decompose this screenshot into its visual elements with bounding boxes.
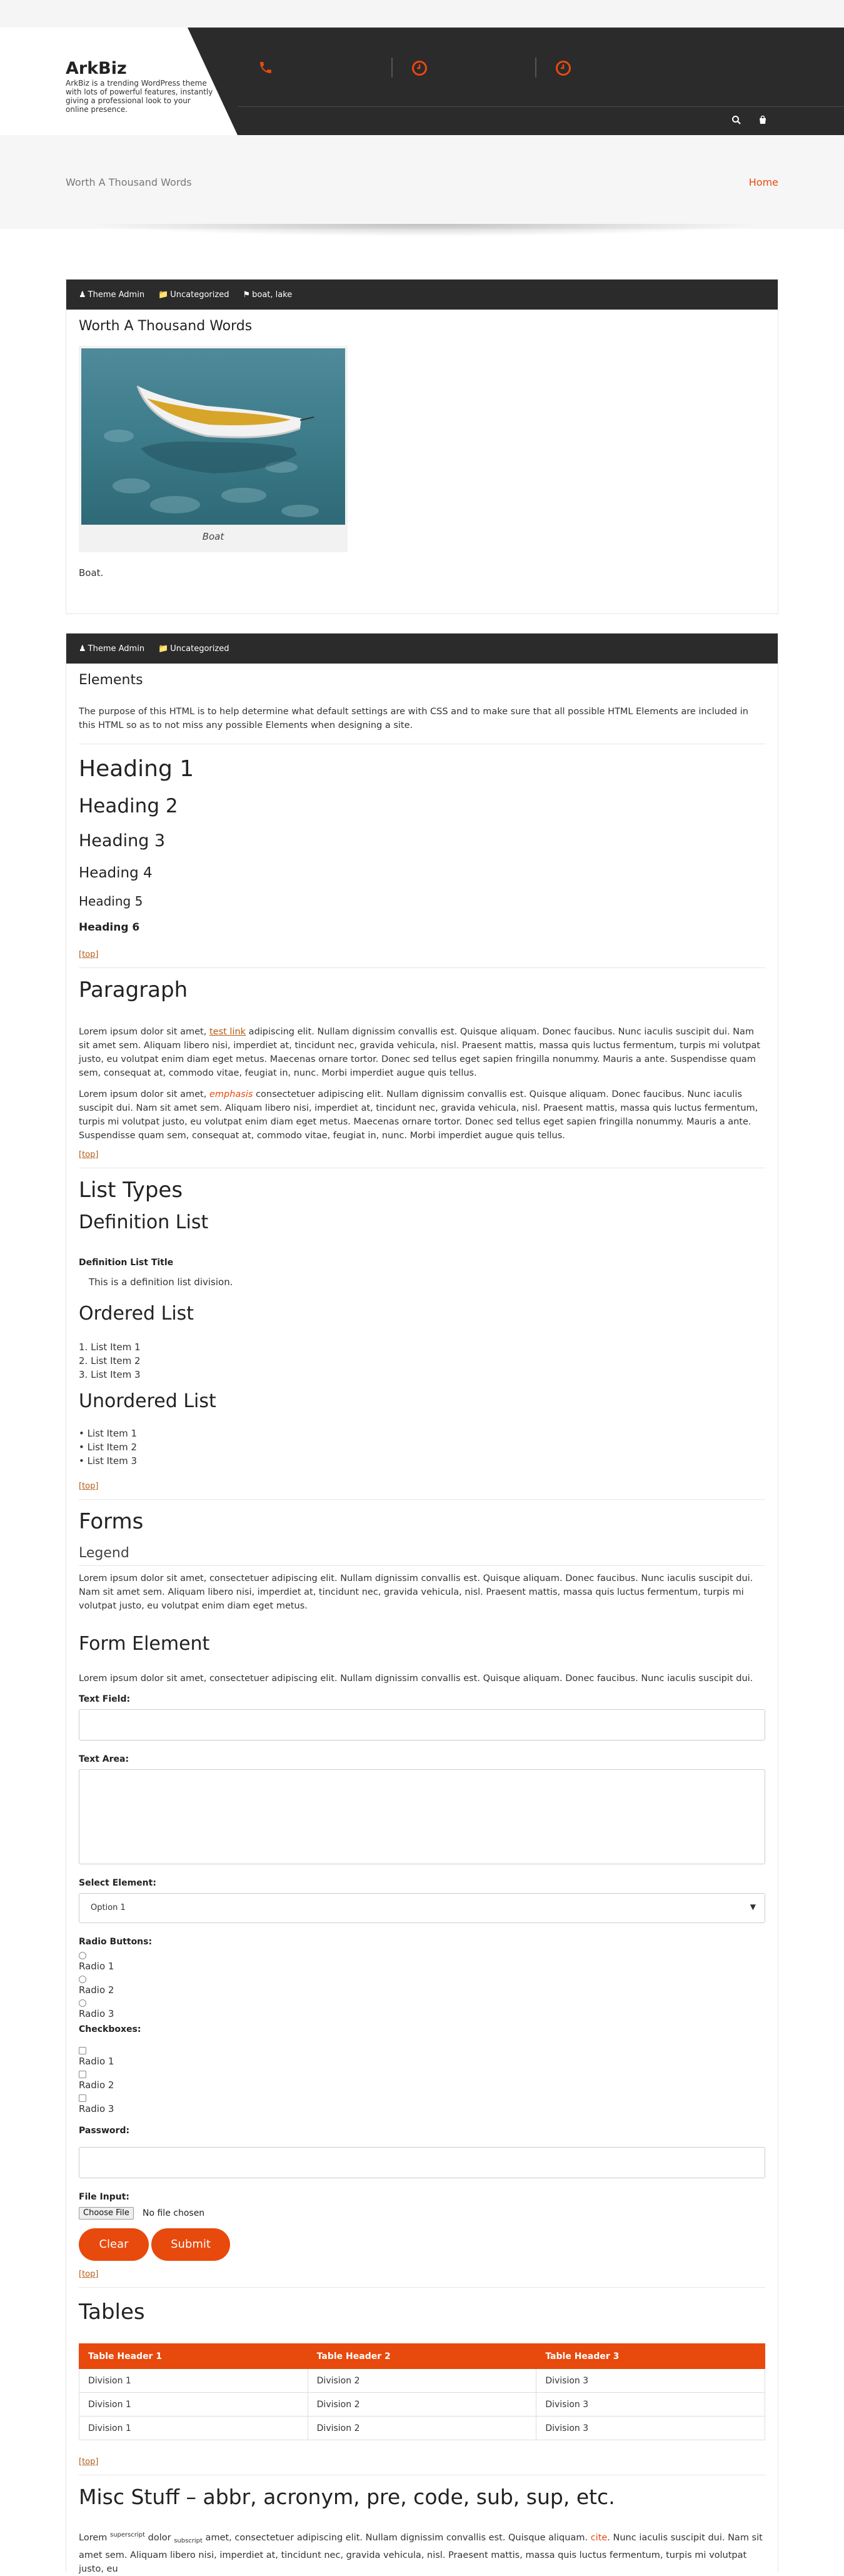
unordered-list-heading: Unordered List [79,1390,216,1412]
tag-icon: ⚑ [243,290,251,300]
chevron-down-icon: ▼ [750,1902,756,1911]
divider [79,2287,765,2288]
folder-icon: 📁 [158,644,169,654]
boat-image[interactable] [81,348,345,525]
meta-author[interactable]: ♟ Theme Admin [79,290,145,300]
heading-2: Heading 2 [79,795,178,817]
forms-heading: Forms [79,1509,144,1534]
checkbox-1[interactable] [79,2047,86,2054]
table-cell: Division 1 [79,2417,308,2440]
intro-paragraph: The purpose of this HTML is to help determine what default settings are with CSS and to make sure that all possible HTML Elements are included in this HTML so as to not miss any possible Elements when designing a site. [79,707,748,730]
ordered-list [79,1340,141,1381]
clock-icon [555,60,571,76]
checkbox-1-label: Radio 1 [79,2056,114,2067]
clock-icon [411,60,428,76]
table-cell: Division 2 [308,2393,536,2417]
test-link[interactable]: test link [209,1027,246,1037]
table-header: Table Header 2 [308,2344,536,2369]
radio-3[interactable] [79,1999,86,2007]
paragraph-heading: Paragraph [79,977,188,1003]
list-item: 3. List Item 3 [79,1369,141,1380]
list-item: 2. List Item 2 [79,1355,141,1366]
text-area-label: Text Area: [79,1754,129,1764]
radio-1[interactable] [79,1952,86,1959]
image-figure [79,346,348,552]
list-item: 1. List Item 1 [79,1341,141,1353]
phone-icon [258,60,274,76]
unordered-list [79,1427,137,1468]
legend: Legend [79,1545,129,1561]
user-icon: ♟ [79,290,86,300]
password-label: Password: [79,2126,130,2136]
data-table [79,2343,765,2440]
file-input-label: File Input: [79,2192,129,2202]
checkbox-3-label: Radio 3 [79,2103,114,2114]
top-link[interactable]: [top] [79,950,99,959]
definition-list-heading: Definition List [79,1211,209,1233]
ordered-list-heading: Ordered List [79,1303,194,1325]
table-cell: Division 1 [79,2369,308,2393]
user-icon: ♟ [79,644,86,654]
table-row [79,2393,765,2417]
select-value: Option 1 [91,1903,126,1912]
post-body: Boat. [79,567,104,578]
top-link[interactable]: [top] [79,2270,99,2279]
heading-1: Heading 1 [79,756,194,782]
meta-category[interactable]: 📁 Uncategorized [158,644,229,654]
post-meta [66,280,778,310]
image-caption: Boat [202,531,224,542]
table-header: Table Header 1 [79,2344,308,2369]
table-header-row [79,2344,765,2369]
checkbox-2-label: Radio 2 [79,2079,114,2091]
post-meta [66,634,778,664]
tables-heading: Tables [79,2300,145,2325]
clear-button[interactable]: Clear [79,2228,149,2261]
radio-2[interactable] [79,1976,86,1983]
post-title[interactable]: Elements [79,672,143,688]
radio-3-label: Radio 3 [79,2008,114,2019]
password-field[interactable] [79,2147,765,2178]
misc-paragraph: Lorem $^{superscript}$ dolor $_{subscript}$ amet, consectetuer adipiscing elit. Nullam dignissim convallis est. Quisque aliquam. cite. Nunc iaculis suscipit dui. Nam sit amet sem. Aliquam libero nisi, imperdiet at, tincidunt nec, gravida vehicula, nisl. Praesent mattis, massa quis luctus fermentum, turpis mi volutpat justo, eu [79,2532,763,2574]
radio-2-label: Radio 2 [79,1984,114,1996]
checkbox-3[interactable] [79,2094,86,2102]
radio-buttons-label: Radio Buttons: [79,1937,153,1947]
top-link[interactable]: [top] [79,1150,99,1159]
post-elements [66,633,778,2572]
divider [79,1499,765,1500]
radio-1-label: Radio 1 [79,1961,114,1972]
table-row [79,2417,765,2440]
top-link[interactable]: [top] [79,1482,99,1491]
definition-term: Definition List Title [79,1258,174,1268]
paragraph-1: Lorem ipsum dolor sit amet, test link adipiscing elit. Nullam dignissim convallis est. Quisque aliquam. Donec faucibus. Nunc iaculis suscipit dui. Nam sit amet sem. Aliquam libero nisi, imperdiet at, tincidunt nec, gravida vehicula, nisl. Praesent mattis, massa quis luctus fermentum, turpis mi volutpat justo, eu volutpat enim diam eget metus. Maecenas ornare tortor. Donec sed tellus eget sapien fringilla nonummy. Mauris a ante. Suspendisse quam sem, consequat at, commodo vitae, feugiat in, nunc. Morbi imperdiet augue quis tellus. [79,1027,761,1078]
table-cell: Division 1 [79,2393,308,2417]
list-types-heading: List Types [79,1178,183,1203]
forms-paragraph: Lorem ipsum dolor sit amet, consectetuer adipiscing elit. Nullam dignissim convallis est. Quisque aliquam. Donec faucibus. Nunc iaculis suscipit dui. Nam sit amet sem. Aliquam libero nisi, imperdiet at, tincidunt nec, gravida vehicula, nisl. Praesent mattis, massa quis luctus fermentum, turpis mi volutpat justo, eu volutpat enim diam eget metus. [79,1573,753,1611]
breadcrumb-home-link[interactable]: Home [748,176,778,188]
table-cell: Division 2 [308,2369,536,2393]
header-rule [238,106,844,107]
submit-button[interactable]: Submit [151,2228,230,2261]
cite-text: cite [590,2532,608,2543]
site-description: ArkBiz is a trending WordPress theme with lots of powerful features, instantly giving a professional look to your online presence. [66,79,213,114]
table-row [79,2369,765,2393]
definition-description: This is a definition list division. [89,1276,233,1288]
table-cell: Division 3 [536,2369,765,2393]
form-element-paragraph: Lorem ipsum dolor sit amet, consectetuer adipiscing elit. Nullam dignissim convallis est. Quisque aliquam. Donec faucibus. Nunc iaculis suscipit dui. [79,1674,753,1684]
text-area[interactable] [79,1769,765,1864]
superscript-text: superscript [110,2532,146,2538]
select-label: Select Element: [79,1878,156,1888]
top-link[interactable]: [top] [79,2457,99,2467]
table-cell: Division 3 [536,2417,765,2440]
legend-rule [79,1565,765,1566]
header-divider [535,58,536,78]
page-title: Worth A Thousand Words [66,176,192,188]
table-cell: Division 2 [308,2417,536,2440]
form-element-heading: Form Element [79,1633,210,1655]
meta-category[interactable]: 📁 Uncategorized [158,290,229,300]
table-cell: Division 3 [536,2393,765,2417]
file-status: No file chosen [143,2208,205,2218]
list-item: • List Item 1 [79,1428,138,1439]
meta-author[interactable]: ♟ Theme Admin [79,644,145,654]
top-strip [0,0,844,28]
folder-icon: 📁 [158,290,169,300]
site-title[interactable]: ArkBiz [66,59,127,78]
paragraph-2: Lorem ipsum dolor sit amet, emphasis consectetuer adipiscing elit. Nullam dignissim convallis est. Quisque aliquam. Donec faucibus. Nunc iaculis suscipit dui. Nam sit amet sem. Aliquam libero nisi, imperdiet at, tincidunt nec, gravida vehicula, nisl. Praesent mattis, massa quis luctus fermentum, turpis mi volutpat justo, eu volutpat enim diam eget metus. Maecenas ornare tortor. Donec sed tellus eget sapien fringilla nonummy. Mauris a ante. Suspendisse quam sem, consequat at, commodo vitae, feugiat in, nunc. Morbi imperdiet augue quis tellus. [79,1089,758,1141]
divider [79,967,765,968]
choose-file-button[interactable]: Choose File [79,2207,134,2220]
heading-6: Heading 6 [79,921,140,934]
header-divider [391,58,393,78]
heading-3: Heading 3 [79,831,166,851]
checkbox-2[interactable] [79,2071,86,2078]
heading-5: Heading 5 [79,894,143,909]
table-header: Table Header 3 [536,2344,765,2369]
text-field-label: Text Field: [79,1694,131,1704]
search-icon[interactable] [731,115,741,128]
list-item: • List Item 2 [79,1442,138,1453]
meta-tags[interactable]: ⚑ boat, lake [243,290,293,300]
checkboxes-label: Checkboxes: [79,2024,141,2034]
misc-heading: Misc Stuff – abbr, acronym, pre, code, sub, sup, etc. [79,2485,615,2509]
band-shadow [88,224,763,236]
text-field[interactable] [79,1709,765,1740]
post-worth-a-thousand-words [66,279,778,614]
subscript-text: subscript [174,2537,203,2545]
select-element[interactable] [79,1893,765,1923]
list-item: • List Item 3 [79,1455,138,1467]
cart-icon[interactable] [758,115,768,128]
heading-4: Heading 4 [79,865,153,881]
emphasis-text: emphasis [209,1089,253,1099]
post-title[interactable]: Worth A Thousand Words [79,318,253,334]
